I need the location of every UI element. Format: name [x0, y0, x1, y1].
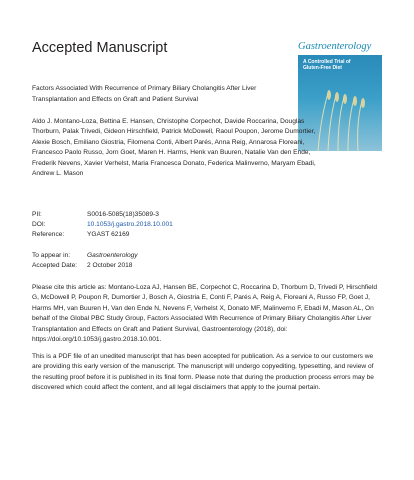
- reference-label: Reference:: [32, 231, 65, 238]
- pii-label: PII:: [32, 211, 42, 218]
- doi-label: DOI:: [32, 221, 46, 228]
- reference-value: YGAST 62169: [87, 231, 130, 238]
- page-title: Accepted Manuscript: [32, 40, 168, 56]
- accepted-date-label: Accepted Date:: [32, 262, 78, 269]
- author-list: Aldo J. Montano-Loza, Bettina E. Hansen, Christophe Corpechot, Davide Roccarina, Douglas Thorburn, Palak Trivedi, Gideon Hirschfield, Patrick McDowell, Raoul Poupon, Jerome Dumortier, Alexie Bosch, Emiliano Giostria, Filomena Conti, Albert Parés, Anna Reig, Annarosa Floreani, Francesco Paolo Russo, Jorn Goet, Maren H. Harms, Henk van Buuren, Natalie Van den Ende, Frederik Nevens, Xavier Verhelst, Maria Francesca Donato, Federica Malinverno, Maryam Ebadi, Andrew L. Mason: [32, 118, 316, 178]
- to-appear-label: To appear in:: [32, 252, 71, 259]
- cover-headline: A Controlled Trial of Gluten-Free Diet: [303, 59, 351, 71]
- article-title: Factors Associated With Recurrence of Primary Biliary Cholangitis After Liver Transplantation and Effects on Graft and Patient Survival: [32, 85, 257, 103]
- pii-value: S0016-5085(18)35089-3: [87, 211, 159, 218]
- accepted-date-value: 2 October 2018: [87, 262, 133, 269]
- journal-masthead: Gastroenterology: [298, 41, 372, 52]
- doi-link[interactable]: 10.1053/j.gastro.2018.10.001: [87, 221, 173, 228]
- citation-paragraph: Please cite this article as: Montano-Loza AJ, Hansen BE, Corpechot C, Roccarina D, Thorburn D, Trivedi P, Hirschfield G, McDowell P, Poupon R, Dumortier J, Bosch A, Giostria E, Conti F, Parés A, Reig A, Floreani A, Russo FP, Goet J, Harms MH, van Buuren H, Van den Ende N, Nevens F, Verhelst X, Donato MF, Malinverno F, Ebadi M, Mason AL, On behalf of the Global PBC Study Group, Factors Associated With Recurrence of Primary Biliary Cholangitis After Liver Transplantation and Effects on Graft and Patient Survival, Gastroenterology (2018), doi: https://doi.org/10.1053/j.gastro.2018.10.001.: [32, 284, 377, 344]
- disclaimer-paragraph: This is a PDF file of an unedited manuscript that has been accepted for publication. As a service to our customers we are providing this early version of the manuscript. The manuscript will undergo copyediting, typesetting, and review of the resulting proof before it is published in its final form. Please note that during the production process errors may be discovered which could affect the content, and all legal disclaimers that apply to the journal pertain.: [32, 353, 374, 392]
- journal-name: Gastroenterology: [87, 252, 138, 259]
